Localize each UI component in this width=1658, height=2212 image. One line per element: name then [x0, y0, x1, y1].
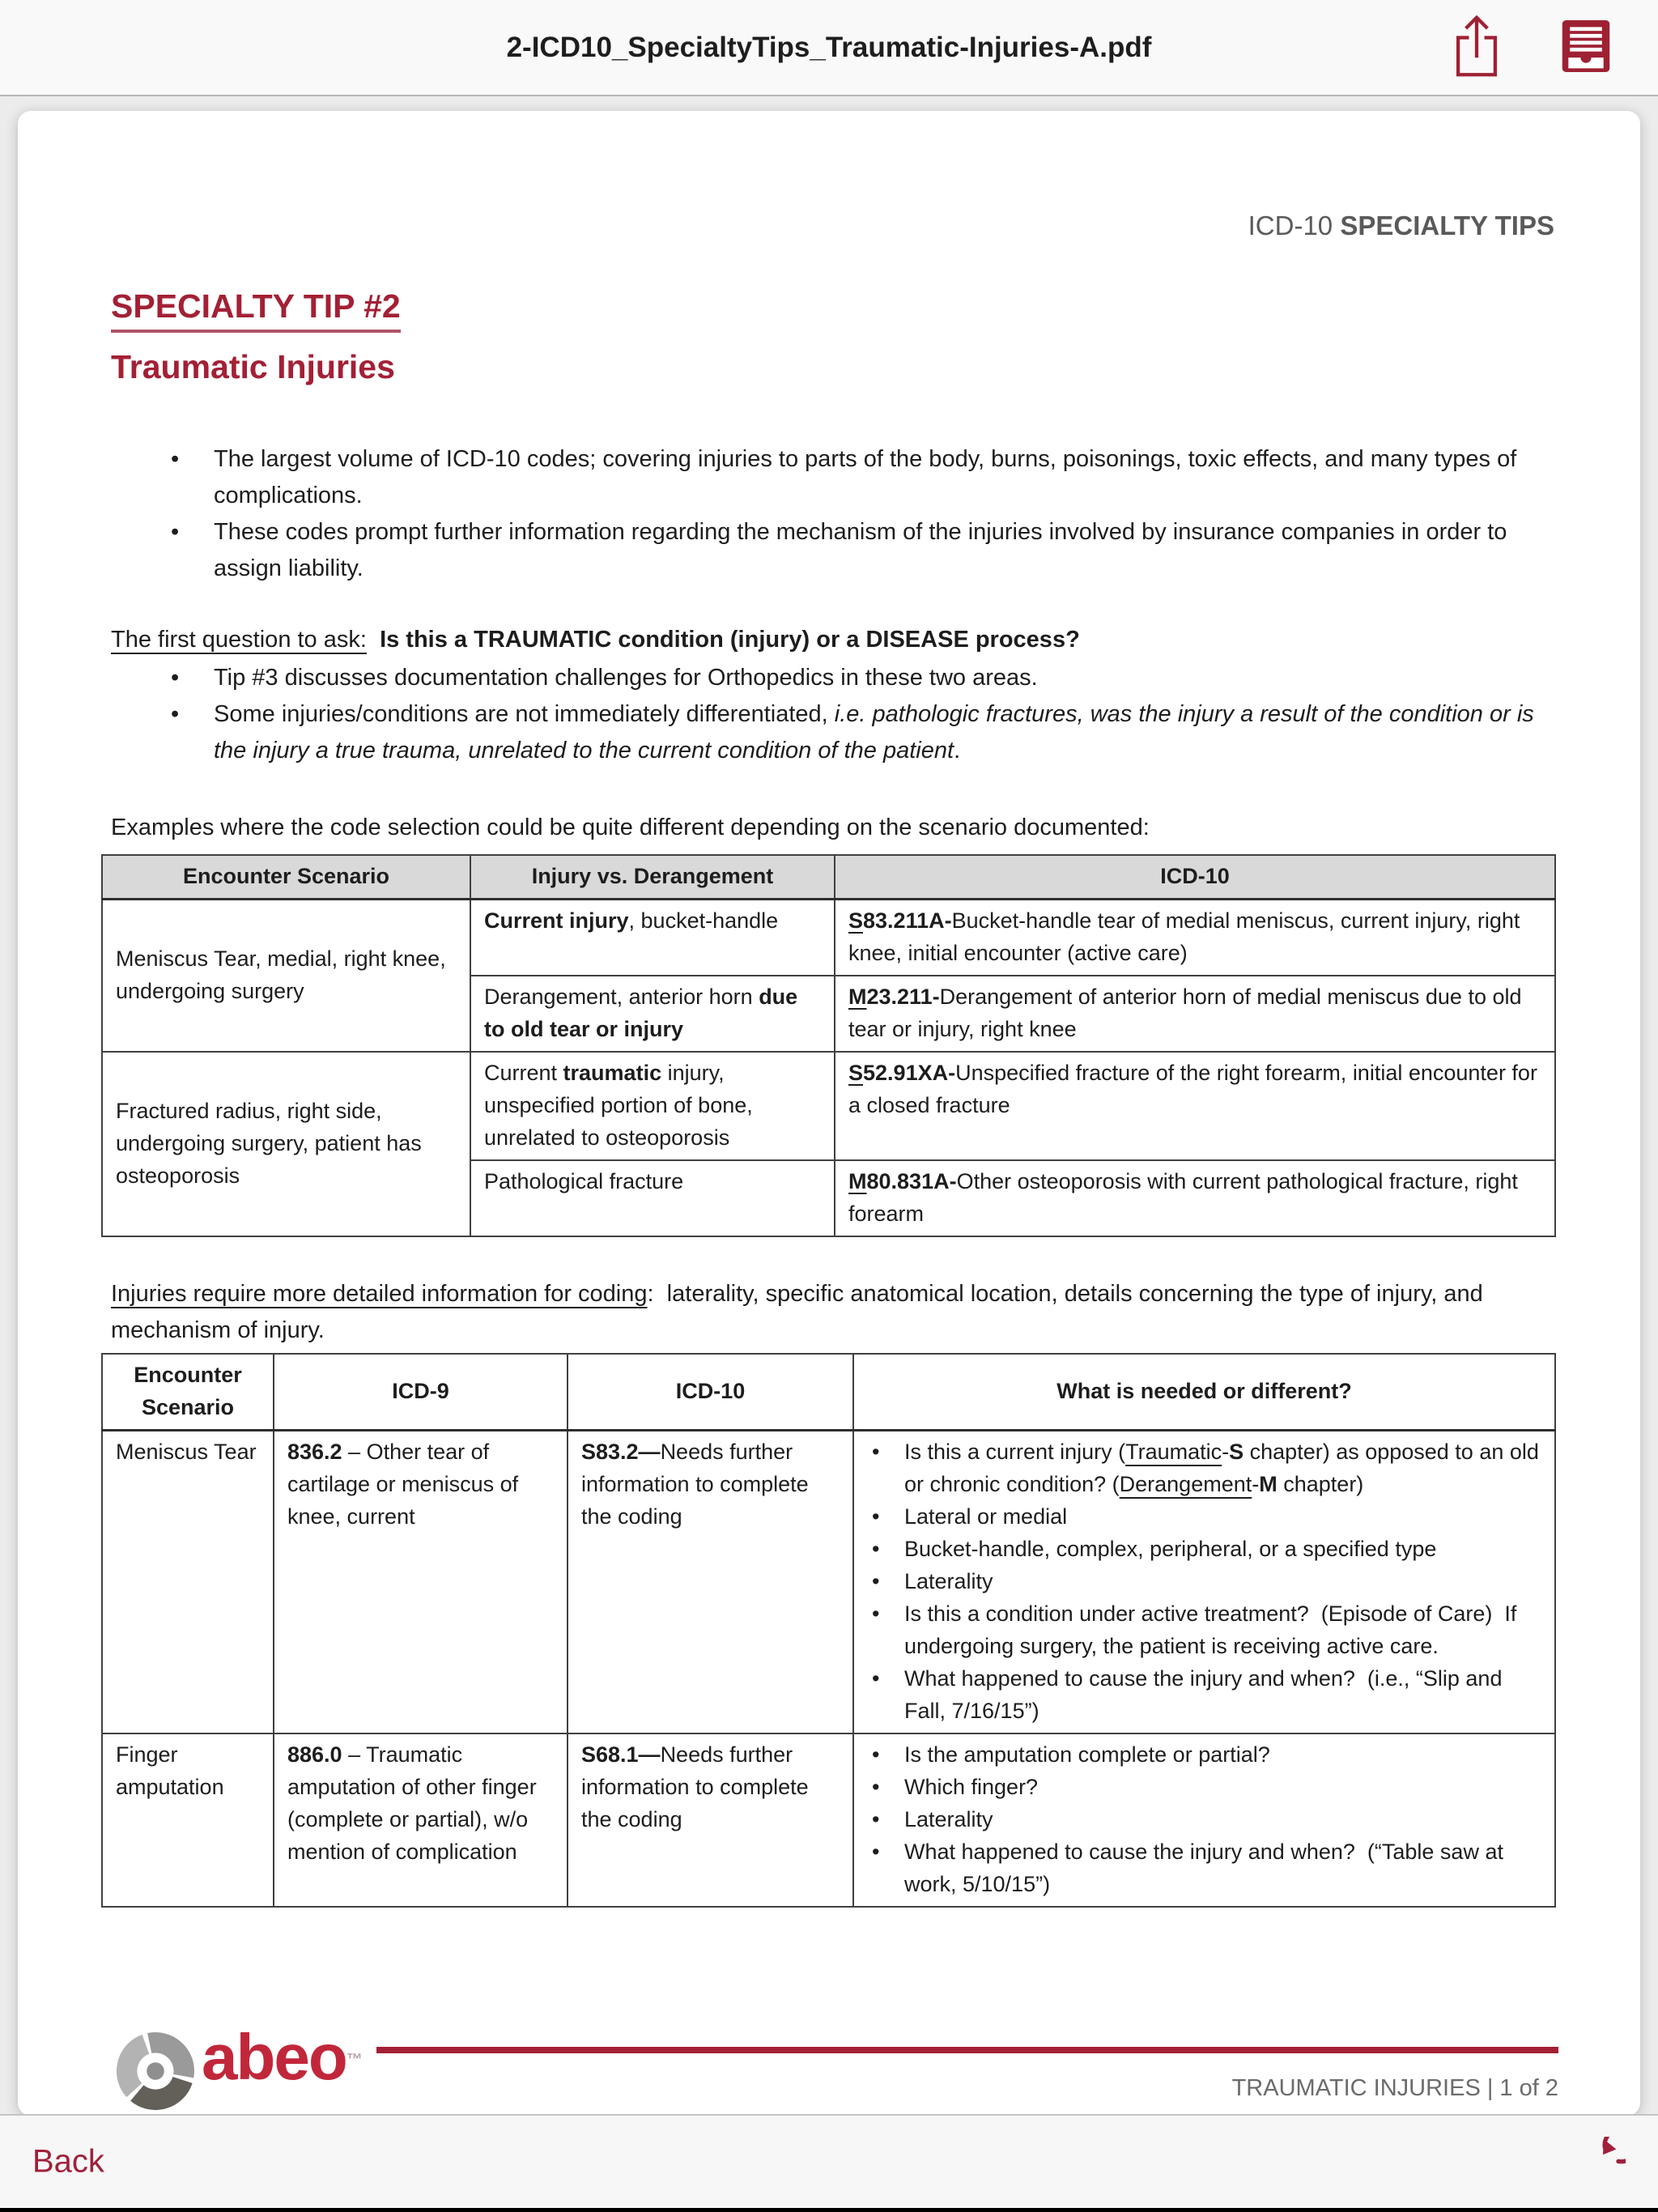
- icd10-cell: S83.211A-Bucket-handle tear of medial meniscus, current injury, right knee, initial encounter (active care): [835, 900, 1555, 976]
- list-item: • Which finger?: [867, 1771, 1541, 1803]
- table-row: [102, 1052, 1555, 1160]
- column-header: What is needed or different?: [853, 1354, 1555, 1431]
- list-item: • Some injuries/conditions are not immediately differentiated, i.e. pathologic fractures, was the injury a result of the condition or is the injury a true trauma, unrelated to the current condition of the patient.: [171, 696, 1554, 769]
- specialty-tip-title: SPECIALTY TIP #2: [111, 287, 1554, 333]
- coding-detail-paragraph: Injuries require more detailed information for coding: laterality, specific anatomical location, details concerning the type of injury, and mechanism of injury.: [111, 1281, 1490, 1343]
- refresh-icon: [1579, 2177, 1626, 2189]
- scenario-cell: Fractured radius, right side, undergoing surgery, patient has osteoporosis: [102, 1052, 470, 1236]
- first-question-paragraph: The first question to ask: Is this a TRAUMATIC condition (injury) or a DISEASE process?: [111, 627, 1080, 653]
- examples-intro-paragraph: Examples where the code selection could be quite different depending on the scenario documented:: [111, 815, 1150, 840]
- footer-divider-rule: [376, 2047, 1558, 2053]
- column-header: Encounter Scenario: [102, 1354, 274, 1431]
- pdf-page[interactable]: [18, 111, 1640, 2116]
- needed-bullet-list: [867, 1436, 1541, 1727]
- injury-cell: Current traumatic injury, unspecified portion of bone, unrelated to osteoporosis: [470, 1052, 835, 1160]
- table-row: [102, 900, 1555, 976]
- icd10-cell: S83.2—Needs further information to complete the coding: [568, 1431, 853, 1734]
- table-header-row: [102, 1354, 1555, 1431]
- icd10-cell: S68.1—Needs further information to complete the coding: [568, 1733, 853, 1907]
- icd9-vs-icd10-table: [101, 1353, 1556, 1908]
- injury-vs-derangement-table: [101, 854, 1556, 1237]
- column-header: Injury vs. Derangement: [470, 855, 835, 900]
- screen-bottom-strip: [0, 2208, 1658, 2212]
- bottom-bar: [0, 2114, 1658, 2208]
- document-footer: [116, 2021, 1558, 2116]
- column-header: ICD-10: [835, 855, 1555, 900]
- list-item: • Laterality: [867, 1565, 1541, 1597]
- injury-cell: Derangement, anterior horn due to old tear or injury: [470, 976, 835, 1052]
- share-icon: [1451, 70, 1503, 82]
- scenario-cell: Finger amputation: [102, 1733, 274, 1907]
- refresh-button[interactable]: [1579, 2137, 1626, 2187]
- table-row: [102, 1431, 1555, 1734]
- icd9-cell: 886.0 – Traumatic amputation of other finger (complete or partial), w/o mention of complication: [274, 1733, 568, 1907]
- table-header-row: [102, 855, 1555, 900]
- abeo-logo-icon: [116, 2031, 195, 2111]
- icd10-cell: S52.91XA-Unspecified fracture of the right forearm, initial encounter for a closed fracture: [835, 1052, 1555, 1160]
- reader-view-icon: [1560, 63, 1612, 75]
- list-item: • These codes prompt further information regarding the mechanism of the injuries involved by insurance companies in order to assign liability.: [171, 514, 1554, 587]
- list-item: • Is this a condition under active treatment? (Episode of Care) If undergoing surgery, the patient is receiving active care.: [867, 1597, 1541, 1662]
- list-item: • Tip #3 discusses documentation challenges for Orthopedics in these two areas.: [171, 660, 1554, 696]
- footer-page-label: TRAUMATIC INJURIES | 1 of 2: [1231, 2075, 1558, 2101]
- injury-cell: Pathological fracture: [470, 1160, 835, 1236]
- top-bar: [0, 0, 1658, 96]
- list-item: • What happened to cause the injury and when? (“Table saw at work, 5/10/15”): [867, 1836, 1541, 1900]
- reader-view-button[interactable]: [1560, 19, 1612, 73]
- list-item: • Is the amputation complete or partial?: [867, 1738, 1541, 1771]
- column-header: Encounter Scenario: [102, 855, 470, 900]
- icd10-cell: M80.831A-Other osteoporosis with current pathological fracture, right forearm: [835, 1160, 1555, 1236]
- icd10-cell: M23.211-Derangement of anterior horn of medial meniscus due to old tear or injury, right knee: [835, 976, 1555, 1052]
- list-item: • Is this a current injury (Traumatic-S chapter) as opposed to an old or chronic condition? (Derangement-M chapter): [867, 1436, 1541, 1500]
- list-item: • The largest volume of ICD-10 codes; covering injuries to parts of the body, burns, poisonings, toxic effects, and many types of complications.: [171, 441, 1554, 514]
- needed-bullet-list: [867, 1738, 1541, 1900]
- document-filename: 2-ICD10_SpecialtyTips_Traumatic-Injuries-A.pdf: [506, 31, 1152, 63]
- needed-cell: [853, 1431, 1555, 1734]
- document-content: [18, 111, 1640, 2116]
- traumatic-injuries-subtitle: Traumatic Injuries: [111, 348, 395, 385]
- column-header: ICD-9: [274, 1354, 568, 1431]
- intro-bullet-list: [171, 441, 1554, 587]
- back-button[interactable]: Back: [32, 2143, 104, 2180]
- document-corner-header: ICD-10 SPECIALTY TIPS: [1248, 211, 1554, 240]
- list-item: • What happened to cause the injury and when? (i.e., “Slip and Fall, 7/16/15”): [867, 1662, 1541, 1727]
- abeo-brand-text: abeo™: [202, 2021, 363, 2093]
- icd9-cell: 836.2 – Other tear of cartilage or meniscus of knee, current: [274, 1431, 568, 1734]
- needed-cell: [853, 1733, 1555, 1907]
- scenario-cell: Meniscus Tear: [102, 1431, 274, 1734]
- question-bullet-list: [171, 660, 1554, 769]
- column-header: ICD-10: [568, 1354, 853, 1431]
- share-button[interactable]: [1451, 13, 1503, 79]
- list-item: • Lateral or medial: [867, 1500, 1541, 1533]
- injury-cell: Current injury, bucket-handle: [470, 900, 835, 976]
- scenario-cell: Meniscus Tear, medial, right knee, undergoing surgery: [102, 900, 470, 1053]
- table-row: [102, 1733, 1555, 1907]
- list-item: • Bucket-handle, complex, peripheral, or a specified type: [867, 1533, 1541, 1565]
- list-item: • Laterality: [867, 1803, 1541, 1836]
